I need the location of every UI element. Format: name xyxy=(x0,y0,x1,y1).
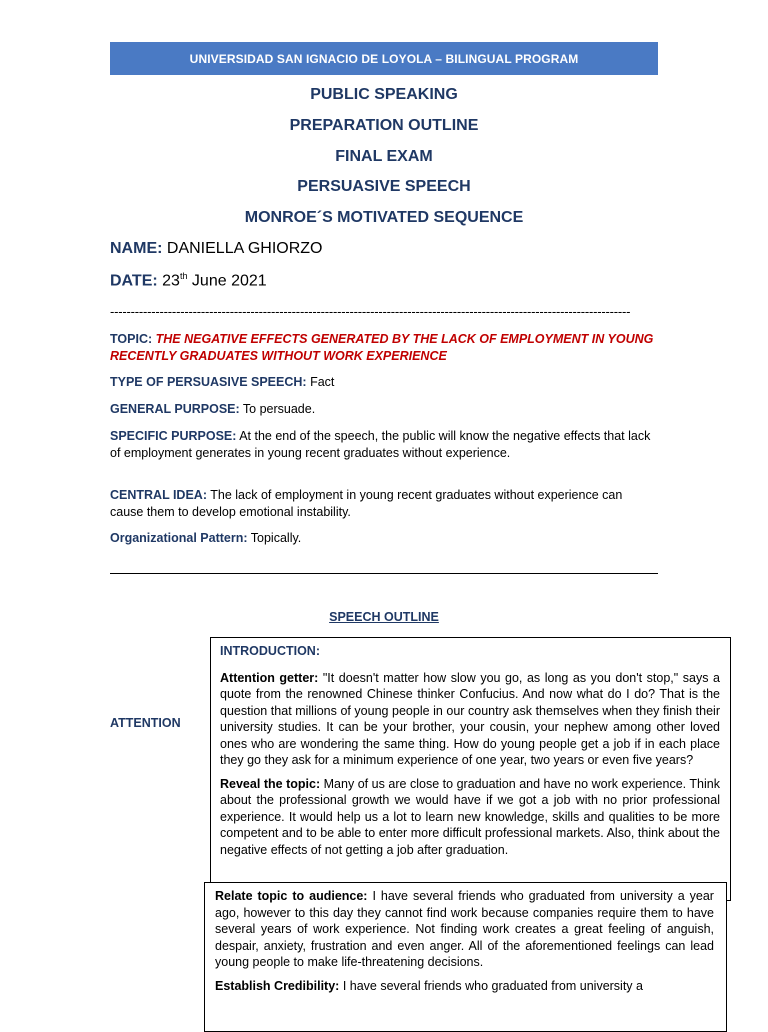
horizontal-rule xyxy=(110,573,658,574)
date-label: DATE: xyxy=(110,272,158,290)
central-idea-paragraph xyxy=(110,487,658,520)
specific-purpose-label: SPECIFIC PURPOSE: xyxy=(110,429,237,443)
heading-outline: PREPARATION OUTLINE xyxy=(289,117,479,134)
speech-outline-title: SPEECH OUTLINE xyxy=(329,610,439,624)
attention-getter-text: "It doesn't matter how slow you go, as long as you don't stop," says a quote from the renowned Chinese thinker Confucius. And now what do I do? That is the question that millions of young people in our country ask themselves when they finish their university studies. It can be your brother, your cousin, your nephew among other loved ones who are wondering the same thing. How do young people get a job if in each place they go they ask for a minimum experience of one year, two years or even five years? xyxy=(220,670,720,767)
type-label: TYPE OF PERSUASIVE SPEECH: xyxy=(110,375,307,389)
relate-box xyxy=(204,882,727,1032)
specific-purpose-value: At the end of the speech, the public will know the negative effects that lack of employment generates in young recent graduates without experience. xyxy=(110,429,651,460)
relate-topic-paragraph xyxy=(215,888,714,971)
separator-line: ------------------------------------------------------------------------------------------------------------------------------ xyxy=(110,304,631,319)
general-purpose-paragraph xyxy=(110,401,658,418)
pattern-value: Topically. xyxy=(250,531,302,545)
general-purpose-value: To persuade. xyxy=(242,402,316,416)
heading-exam: FINAL EXAM xyxy=(335,148,433,165)
name-field xyxy=(110,240,322,258)
central-idea-label: CENTRAL IDEA: xyxy=(110,488,207,502)
topic-value: THE NEGATIVE EFFECTS GENERATED BY THE LACK OF EMPLOYMENT IN YOUNG RECENTLY GRADUATES WITHOUT WORK EXPERIENCE xyxy=(110,332,654,363)
reveal-topic-paragraph xyxy=(220,776,720,859)
pattern-label: Organizational Pattern: xyxy=(110,531,248,545)
credibility-text: I have several friends who graduated from university a xyxy=(342,978,643,993)
relate-topic-label: Relate topic to audience: xyxy=(215,889,368,903)
date-field xyxy=(110,271,267,290)
name-value: DANIELLA GHIORZO xyxy=(166,240,323,257)
attention-getter-paragraph xyxy=(220,670,720,769)
attention-side-label: ATTENTION xyxy=(110,716,181,730)
date-rest: June 2021 xyxy=(191,272,267,290)
topic-label: TOPIC: xyxy=(110,332,153,346)
credibility-paragraph xyxy=(215,978,714,995)
type-value: Fact xyxy=(310,375,335,389)
attention-getter-label: Attention getter: xyxy=(220,670,319,685)
pattern-paragraph xyxy=(110,530,658,547)
reveal-topic-label: Reveal the topic: xyxy=(220,776,321,791)
specific-purpose-paragraph xyxy=(110,428,658,461)
heading-speech-type: PERSUASIVE SPEECH xyxy=(297,178,471,195)
relate-topic-text: I have several friends who graduated from university a year ago, however to this day they cannot find work because companies require them to have several years of work experience. Not finding work creates a great feeling of anguish, despair, anxiety, frustration and even anger. All of the aforementioned feelings can lead young people to make life-threatening decisions. xyxy=(215,889,714,969)
credibility-label: Establish Credibility: xyxy=(215,978,340,993)
date-day: 23 xyxy=(162,272,180,290)
topic-paragraph xyxy=(110,331,658,364)
heading-course: PUBLIC SPEAKING xyxy=(310,86,458,103)
introduction-heading: INTRODUCTION: xyxy=(220,644,320,658)
reveal-topic-text: Many of us are close to graduation and have no work experience. Think about the professional growth we would have if we got a job with no prior professional experience. It would help us a lot to learn new knowledge, skills and qualities to be more competent and to be able to enter more difficult professional markets. Also, think about the negative effects of not getting a job after graduation. xyxy=(220,776,720,857)
heading-sequence: MONROE´S MOTIVATED SEQUENCE xyxy=(244,209,524,226)
type-paragraph xyxy=(110,374,658,391)
university-banner: UNIVERSIDAD SAN IGNACIO DE LOYOLA – BILINGUAL PROGRAM xyxy=(110,42,658,75)
name-label: NAME: xyxy=(110,240,163,257)
general-purpose-label: GENERAL PURPOSE: xyxy=(110,402,240,416)
date-suffix: th xyxy=(179,271,188,281)
introduction-box xyxy=(210,637,731,901)
central-idea-value: The lack of employment in young recent graduates without experience can cause them to develop emotional instability. xyxy=(110,488,623,519)
